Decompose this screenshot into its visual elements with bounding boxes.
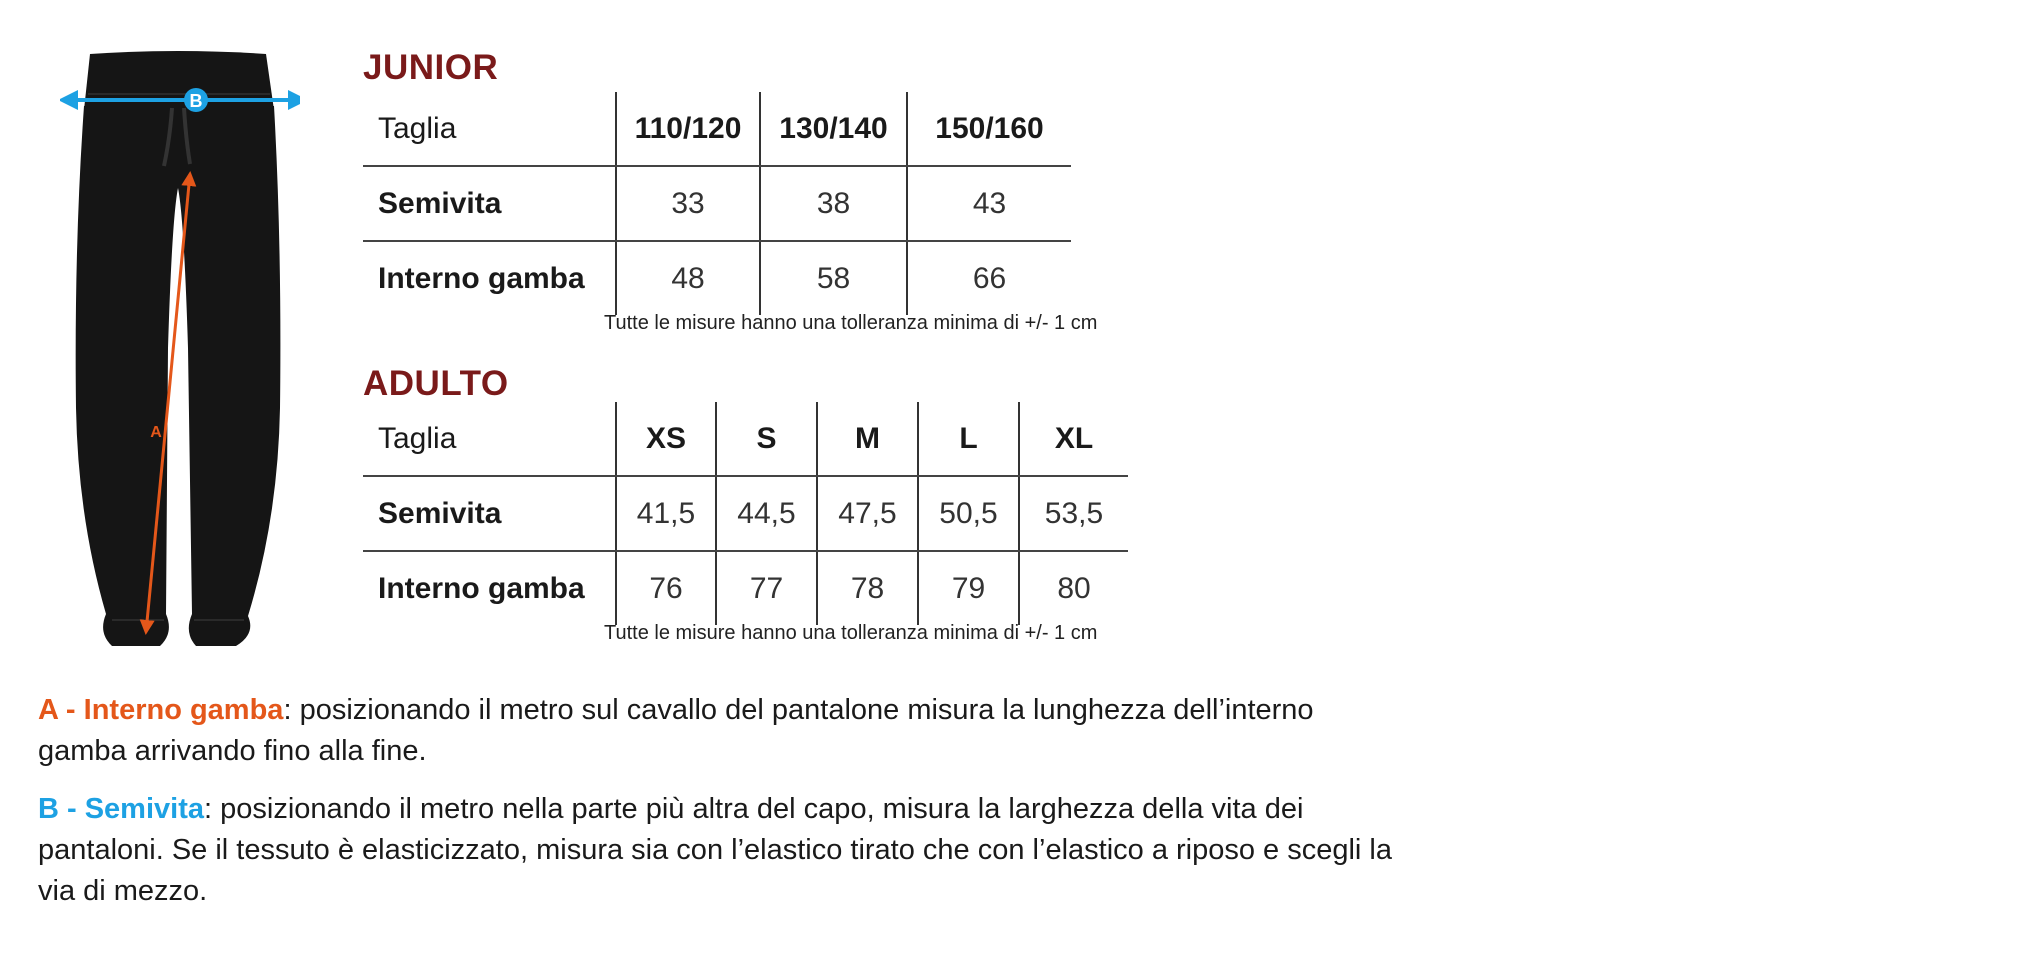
- measure-b-label: B: [189, 91, 203, 111]
- table-cell: 33: [616, 166, 760, 241]
- table-row: [363, 92, 1071, 166]
- table-row: [363, 166, 1071, 241]
- adulto-title: ADULTO: [363, 364, 509, 403]
- measure-a-description: [38, 690, 1398, 772]
- size-label: 150/160: [907, 92, 1071, 166]
- waistband: [84, 51, 274, 112]
- measure-b-description: [38, 789, 1398, 912]
- size-label: 130/140: [760, 92, 907, 166]
- junior-tolerance-note: Tutte le misure hanno una tolleranza minima di +/- 1 cm: [604, 312, 1098, 334]
- table-cell: 48: [616, 241, 760, 315]
- measure-b-text: : posizionando il metro nella parte più altra del capo, misura la larghezza della vita dei pantaloni. Se il tessuto è elasticizzato, misura sia con l’elastico tirato che con l’elastico a riposo e scegli la via di mezzo.: [38, 793, 1393, 907]
- row-label: Semivita: [363, 166, 616, 241]
- measure-a-text: : posizionando il metro sul cavallo del pantalone misura la lunghezza dell’interno gamba arrivando fino alla fine.: [38, 694, 1314, 767]
- sweatpants-illustration: [60, 48, 300, 658]
- size-label: XS: [616, 402, 716, 476]
- size-label: 110/120: [616, 92, 760, 166]
- table-cell: 47,5: [817, 476, 918, 551]
- adulto-size-table: [363, 402, 1128, 625]
- row-label: Semivita: [363, 476, 616, 551]
- table-cell: 78: [817, 551, 918, 625]
- table-row: [363, 241, 1071, 315]
- table-cell: 79: [918, 551, 1019, 625]
- pants-body: [76, 106, 281, 646]
- table-row: [363, 402, 1128, 476]
- table-row: [363, 476, 1128, 551]
- size-header-label: Taglia: [363, 402, 616, 476]
- table-cell: 41,5: [616, 476, 716, 551]
- size-label: L: [918, 402, 1019, 476]
- measure-b-key: B - Semivita: [38, 793, 204, 825]
- size-header-label: Taglia: [363, 92, 616, 166]
- measure-a-label: A: [150, 424, 162, 441]
- measure-a-key: A - Interno gamba: [38, 694, 284, 726]
- adulto-tolerance-note: Tutte le misure hanno una tolleranza minima di +/- 1 cm: [604, 622, 1098, 644]
- table-cell: 76: [616, 551, 716, 625]
- size-label: XL: [1019, 402, 1128, 476]
- table-cell: 43: [907, 166, 1071, 241]
- table-cell: 53,5: [1019, 476, 1128, 551]
- junior-title: JUNIOR: [363, 48, 499, 87]
- table-cell: 38: [760, 166, 907, 241]
- table-cell: 50,5: [918, 476, 1019, 551]
- table-cell: 66: [907, 241, 1071, 315]
- table-cell: 58: [760, 241, 907, 315]
- row-label: Interno gamba: [378, 571, 585, 605]
- junior-size-table: [363, 92, 1071, 315]
- table-cell: 44,5: [716, 476, 817, 551]
- table-cell: 80: [1019, 551, 1128, 625]
- row-label: Interno gamba: [378, 261, 585, 295]
- table-row: [363, 551, 1128, 625]
- size-label: M: [817, 402, 918, 476]
- table-cell: 77: [716, 551, 817, 625]
- size-label: S: [716, 402, 817, 476]
